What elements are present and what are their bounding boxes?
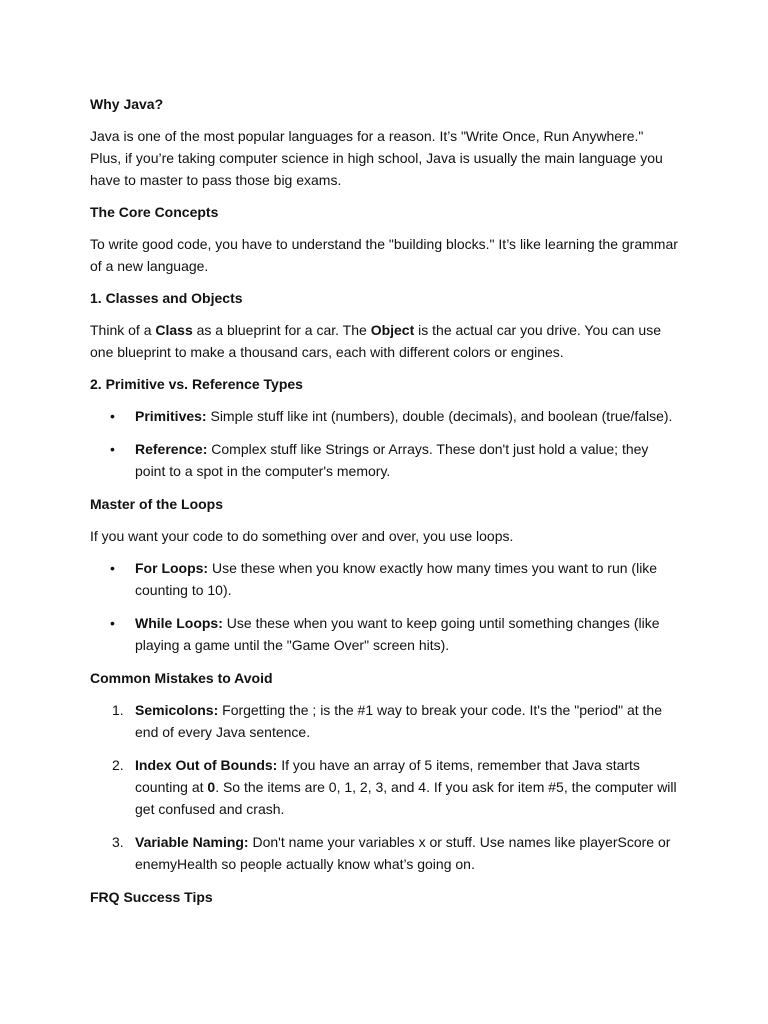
list-item <box>90 699 678 743</box>
list-common-mistakes <box>90 699 678 875</box>
heading-core-concepts: The Core Concepts <box>90 204 219 220</box>
item-text: . So the items are 0, 1, 2, 3, and 4. If you ask for item #5, the computer will get confused and crash. <box>135 779 677 817</box>
list-primitive-reference <box>90 405 678 482</box>
item-label: For Loops: <box>135 560 209 576</box>
heading-classes-objects: 1. Classes and Objects <box>90 290 243 306</box>
bold-term-class: Class <box>155 322 193 338</box>
item-label: Semicolons: <box>135 702 219 718</box>
item-text: Use these when you know exactly how many times you want to run (like counting to 10). <box>135 560 658 598</box>
paragraph-loops: If you want your code to do something over and over, you use loops. <box>90 528 514 544</box>
item-text: Complex stuff like Strings or Arrays. These don't just hold a value; they point to a spot in the computer's memory. <box>135 441 649 479</box>
list-item <box>90 831 678 875</box>
bold-term-zero: 0 <box>207 779 216 795</box>
list-item <box>90 438 678 482</box>
item-label: Index Out of Bounds: <box>135 757 278 773</box>
heading-common-mistakes: Common Mistakes to Avoid <box>90 670 273 686</box>
heading-frq-tips: FRQ Success Tips <box>90 889 213 905</box>
text-segment: Think of a <box>90 322 156 338</box>
paragraph-why-java: Java is one of the most popular languages for a reason. It’s "Write Once, Run Anywhere." Plus, if you’re taking computer science in high school, Java is usually the main language you have to master to pass those big exams. <box>90 128 663 188</box>
item-label: While Loops: <box>135 615 223 631</box>
text-segment: is the actual car you drive. You can use one blueprint to make a thousand cars, each with different colors or engines. <box>90 322 661 360</box>
item-label: Primitives: <box>135 408 207 424</box>
heading-primitive-reference: 2. Primitive vs. Reference Types <box>90 376 303 392</box>
list-item <box>90 557 678 601</box>
text-segment: as a blueprint for a car. The <box>192 322 371 338</box>
list-item <box>90 754 678 820</box>
bullet-icon: • <box>110 560 115 576</box>
bullet-icon: • <box>110 408 115 424</box>
paragraph-core-concepts: To write good code, you have to understand the "building blocks." It’s like learning the grammar of a new language. <box>90 236 678 274</box>
item-label: Reference: <box>135 441 208 457</box>
bullet-icon: • <box>110 615 115 631</box>
bold-term-object: Object <box>370 322 415 338</box>
item-text: If you have an array of 5 items, remember that Java starts counting at <box>135 757 640 795</box>
item-label: Variable Naming: <box>135 834 249 850</box>
bullet-icon: • <box>110 441 115 457</box>
item-text: Don't name your variables x or stuff. Use names like playerScore or enemyHealth so people actually know what’s going on. <box>135 834 671 872</box>
heading-loops: Master of the Loops <box>90 496 224 512</box>
list-number: 2. <box>112 757 124 773</box>
list-number: 1. <box>112 702 124 718</box>
paragraph-classes-objects <box>90 319 678 363</box>
list-loops <box>90 557 678 656</box>
heading-why-java: Why Java? <box>90 96 164 112</box>
list-item <box>90 405 678 427</box>
item-text: Simple stuff like int (numbers), double (decimals), and boolean (true/false). <box>206 408 673 424</box>
item-text: Forgetting the ; is the #1 way to break your code. It's the "period" at the end of every Java sentence. <box>135 702 662 740</box>
list-item <box>90 612 678 656</box>
item-text: Use these when you want to keep going until something changes (like playing a game until the "Game Over" screen hits). <box>135 615 660 653</box>
list-number: 3. <box>112 834 124 850</box>
